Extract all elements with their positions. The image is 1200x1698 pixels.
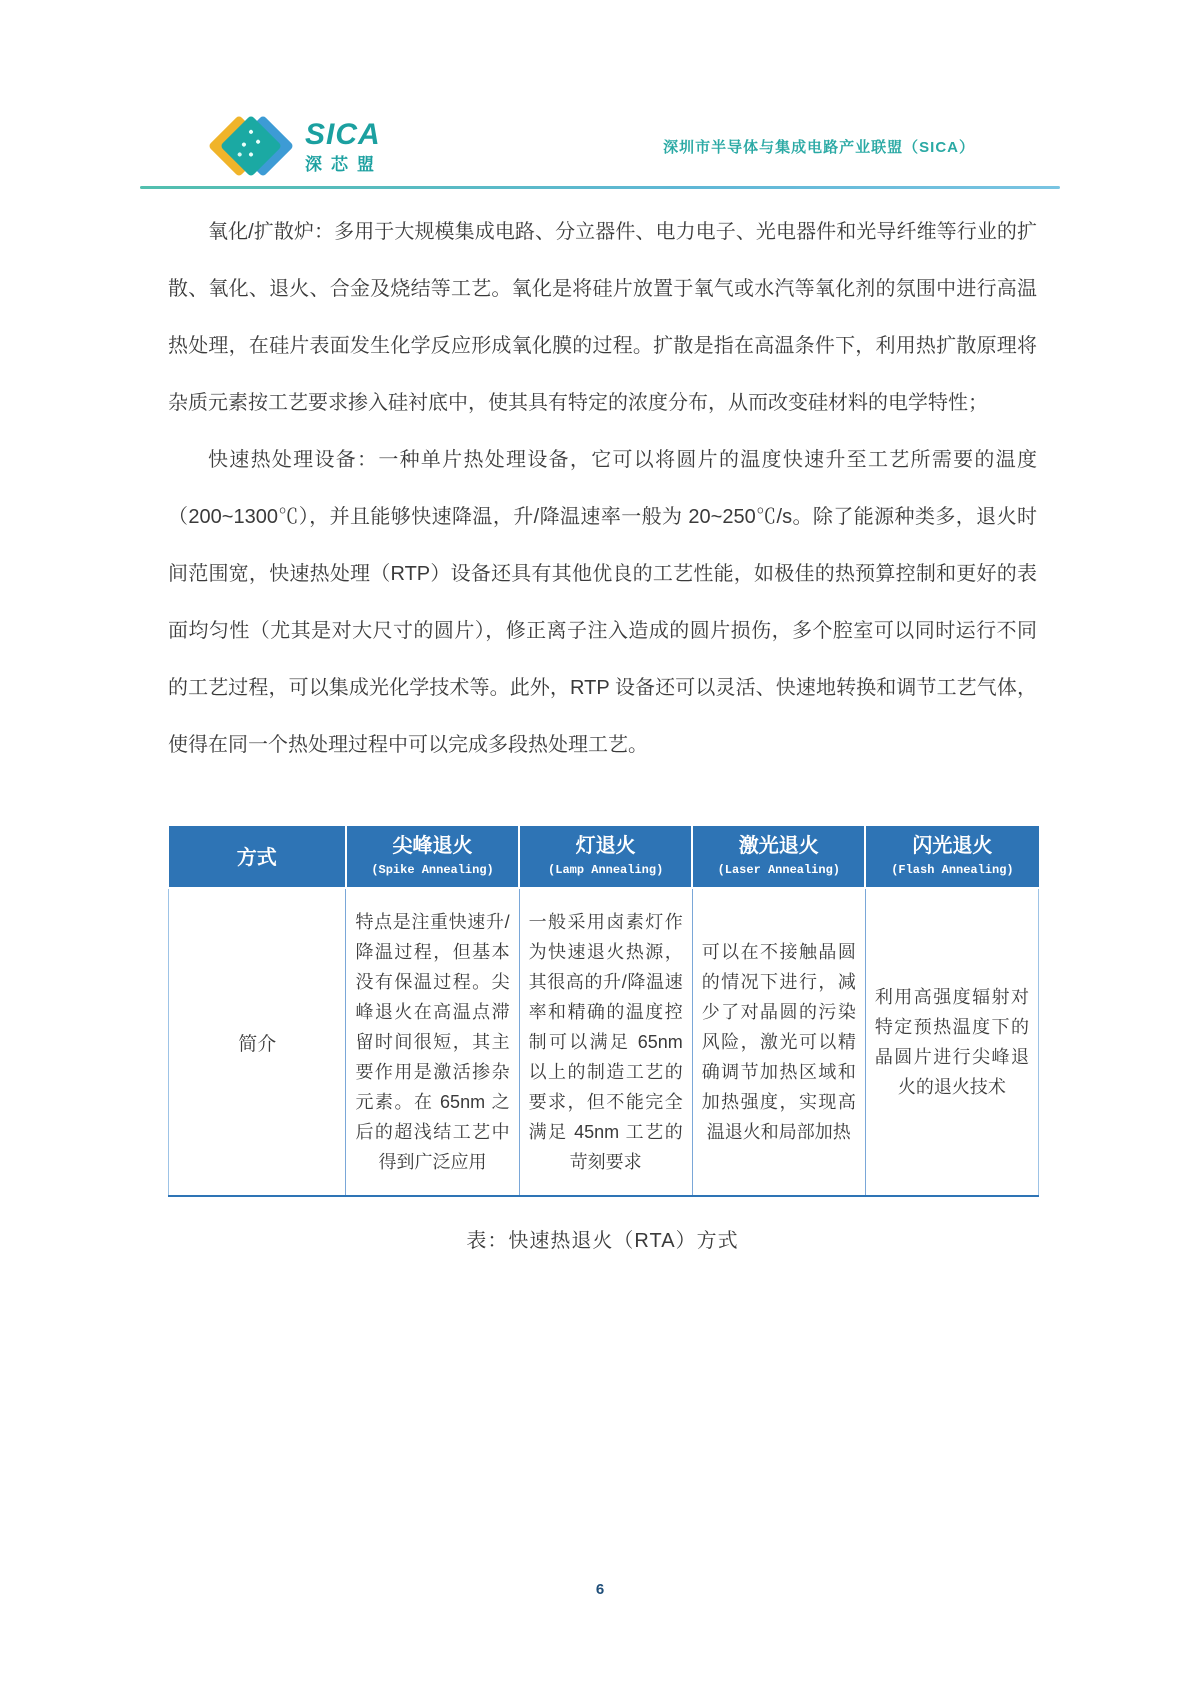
cell-lamp-annealing-intro: 一般采用卤素灯作为快速退火热源，其很高的升/降温速率和精确的温度控制可以满足 65nm 以上的制造工艺的要求，但不能完全满足 45nm 工艺的苛刻要求 bbox=[519, 888, 692, 1196]
logo-chinese-name: 深芯盟 bbox=[305, 154, 383, 174]
sica-logo bbox=[215, 108, 383, 184]
logo-text-block bbox=[305, 117, 383, 174]
sica-logo-icon bbox=[215, 108, 291, 184]
column-title: 尖峰退火 bbox=[392, 835, 473, 857]
column-subtitle: (Flash Annealing) bbox=[891, 863, 1014, 877]
cell-flash-annealing-intro: 利用高强度辐射对特定预热温度下的晶圆片进行尖峰退火的退火技术 bbox=[865, 888, 1038, 1196]
document-body bbox=[168, 204, 1037, 1253]
row-label-intro: 简介 bbox=[169, 888, 346, 1196]
table-header-lamp-annealing bbox=[519, 825, 692, 888]
column-subtitle: (Spike Annealing) bbox=[371, 863, 494, 877]
rta-methods-table bbox=[168, 824, 1039, 1197]
table-body bbox=[169, 888, 1039, 1196]
table-caption: 表：快速热退火（RTA）方式 bbox=[466, 1230, 739, 1252]
header-divider bbox=[140, 186, 1060, 189]
table-header-flash-annealing bbox=[865, 825, 1038, 888]
table-row-intro bbox=[169, 888, 1039, 1196]
column-title: 灯退火 bbox=[575, 835, 636, 857]
column-title: 激光退火 bbox=[738, 835, 819, 857]
column-subtitle: (Laser Annealing) bbox=[717, 863, 840, 877]
paragraph-rtp-equipment: 快速热处理设备：一种单片热处理设备，它可以将圆片的温度快速升至工艺所需要的温度（200~1300℃），并且能够快速降温，升/降温速率一般为 20~250℃/s。除了能源种类多，退火时间范围宽，快速热处理（RTP）设备还具有其他优良的工艺性能，如极佳的热预算控制和更好的表面均匀性（尤其是对大尺寸的圆片），修正离子注入造成的圆片损伤，多个腔室可以同时运行不同的工艺过程，可以集成光化学技术等。此外，RTP 设备还可以灵活、快速地转换和调节工艺气体，使得在同一个热处理过程中可以完成多段热处理工艺。 bbox=[168, 449, 1037, 756]
organization-name: 深圳市半导体与集成电路产业联盟（SICA） bbox=[663, 138, 975, 156]
column-subtitle: (Lamp Annealing) bbox=[548, 863, 664, 877]
table-header-spike-annealing bbox=[346, 825, 519, 888]
column-title: 闪光退火 bbox=[912, 835, 993, 857]
page-header bbox=[215, 108, 975, 184]
paragraph-oxidation-diffusion-furnace: 氧化/扩散炉：多用于大规模集成电路、分立器件、电力电子、光电器件和光导纤维等行业的扩散、氧化、退火、合金及烧结等工艺。氧化是将硅片放置于氧气或水汽等氧化剂的氛围中进行高温热处理，在硅片表面发生化学反应形成氧化膜的过程。扩散是指在高温条件下，利用热扩散原理将杂质元素按工艺要求掺入硅衬底中，使其具有特定的浓度分布，从而改变硅材料的电学特性； bbox=[168, 221, 1037, 414]
table-header-row bbox=[169, 825, 1039, 888]
cell-spike-annealing-intro: 特点是注重快速升/降温过程，但基本没有保温过程。尖峰退火在高温点滞留时间很短，其主要作用是激活掺杂元素。在 65nm 之后的超浅结工艺中得到广泛应用 bbox=[346, 888, 519, 1196]
cell-laser-annealing-intro: 可以在不接触晶圆的情况下进行，减少了对晶圆的污染风险，激光可以精确调节加热区域和加热强度，实现高温退火和局部加热 bbox=[692, 888, 865, 1196]
page-number: 6 bbox=[595, 1581, 605, 1598]
table-header-laser-annealing bbox=[692, 825, 865, 888]
logo-sica-wordmark: SICA bbox=[305, 117, 381, 151]
table-header-method: 方式 bbox=[169, 825, 346, 888]
